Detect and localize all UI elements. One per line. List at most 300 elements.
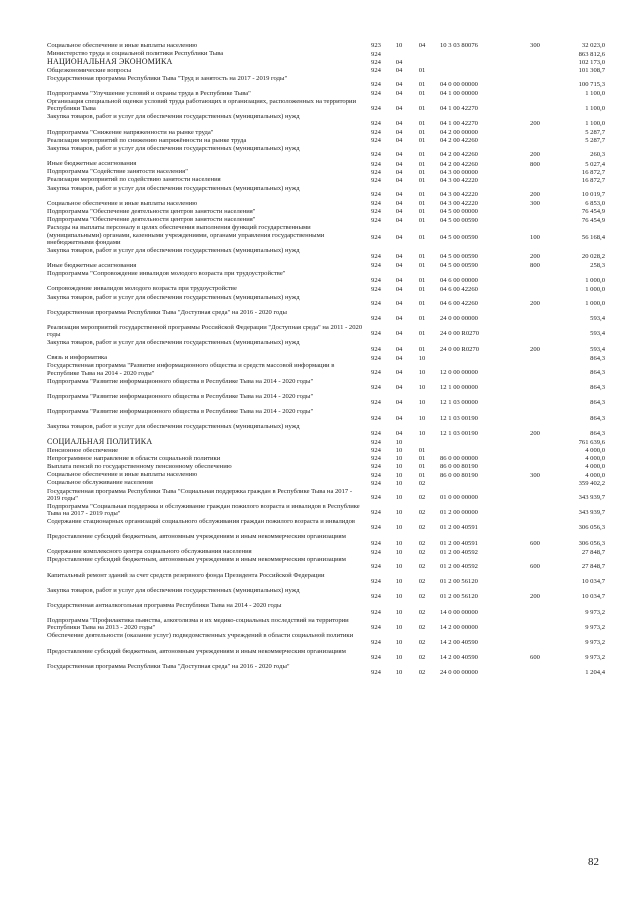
row-target-article: 04 3 00 42220	[440, 176, 478, 184]
table-row	[46, 285, 606, 293]
table-row	[46, 587, 606, 602]
row-target-article: 04 5 00 00590	[440, 234, 478, 242]
row-amount: 16 872,7	[581, 176, 605, 184]
row-subsection-code: 01	[418, 200, 426, 208]
row-section-code: 04	[395, 354, 403, 362]
row-target-article: 04 5 00 00590	[440, 262, 478, 270]
row-amount: 32 023,0	[581, 42, 605, 50]
row-section-code: 04	[395, 429, 403, 437]
row-name: Государственная программа Республики Тыва "Социальная поддержка граждан в Республике Тыва на 2017 - 2019 годы"	[47, 487, 353, 502]
row-ministry-code: 924	[371, 176, 381, 184]
table-row	[46, 137, 606, 145]
row-ministry-code: 924	[371, 234, 381, 242]
row-name: Закупка товаров, работ и услуг для обеспечения государственных (муниципальных) нужд	[47, 423, 300, 431]
row-section-code: 04	[395, 300, 403, 307]
table-row	[46, 270, 606, 285]
row-subsection-code: 01	[418, 330, 426, 338]
row-amount: 359 402,2	[578, 479, 605, 487]
row-ministry-code: 924	[371, 119, 381, 127]
row-section-code: 04	[395, 67, 403, 75]
row-amount: 260,3	[590, 151, 605, 159]
row-section-code: 10	[395, 654, 403, 662]
row-amount: 1 100,0	[585, 90, 605, 98]
table-row	[46, 145, 606, 160]
row-amount: 4 000,0	[585, 447, 605, 455]
row-target-article: 14 2 00 40590	[440, 638, 478, 646]
row-ministry-code: 924	[371, 562, 381, 570]
row-subsection-code: 02	[418, 562, 426, 570]
row-name: Социальное обеспечение и иные выплаты населению	[47, 42, 198, 49]
row-expense-type: 200	[530, 119, 540, 127]
row-name: Предоставление субсидий бюджетным, автономным учреждениям и иным некоммерческим организациям	[47, 533, 346, 541]
row-target-article: 24 0 00 R0270	[440, 330, 480, 338]
row-expense-type	[520, 50, 550, 58]
row-ministry-code: 924	[371, 50, 381, 58]
row-target-article: 04 2 00 42260	[440, 151, 478, 159]
row-section-code: 04	[395, 58, 403, 66]
row-target-article: 01 2 00 40592	[440, 548, 478, 556]
row-expense-type	[520, 447, 550, 455]
row-ministry-code: 924	[371, 479, 381, 487]
row-section-code: 10	[395, 593, 403, 601]
table-row	[46, 67, 606, 75]
row-expense-type	[520, 617, 550, 632]
row-name: Иные бюджетные ассигнования	[47, 261, 137, 269]
table-row	[46, 362, 606, 377]
row-amount: 593,4	[590, 345, 605, 353]
row-section-code: 04	[395, 414, 403, 422]
row-ministry-code: 924	[371, 104, 381, 112]
row-expense-type: 200	[530, 593, 540, 601]
row-expense-type: 600	[530, 539, 540, 547]
row-amount: 100 715,3	[578, 81, 605, 89]
row-section-code: 04	[395, 368, 403, 376]
row-amount: 4 000,0	[585, 455, 605, 463]
row-target-article: 14 2 00 00000	[440, 623, 478, 631]
row-name: Предоставление субсидий бюджетным, автономным учреждениям и иным некоммерческим организациям	[47, 556, 346, 564]
row-target-article: 04 0 00 00000	[440, 81, 478, 89]
row-amount: 863 812,6	[578, 50, 605, 58]
row-name: Реализация мероприятий по содействию занятости населения	[47, 176, 221, 184]
row-amount: 306 056,3	[578, 524, 605, 532]
row-subsection-code: 01	[418, 168, 426, 176]
row-amount: 9 973,2	[585, 638, 605, 646]
table-row	[46, 648, 606, 663]
row-name: Государственная программа Республики Тыва "Труд и занятость на 2017 - 2019 годы"	[47, 74, 288, 82]
row-section-code: 04	[395, 81, 403, 89]
row-section-code: 10	[395, 447, 403, 455]
row-subsection-code: 10	[418, 384, 426, 392]
row-section-code: 04	[395, 262, 403, 270]
row-name: Общеэкономические вопросы	[47, 66, 132, 74]
row-name: Содержание комплексного центра социального обслуживания населения	[47, 548, 252, 556]
row-expense-type	[520, 362, 550, 377]
row-name: Предоставление субсидий бюджетным, автономным учреждениям и иным некоммерческим организациям	[47, 647, 346, 655]
row-subsection-code: 02	[418, 638, 426, 646]
row-subsection-code: 02	[418, 509, 426, 517]
row-subsection-code: 04	[418, 42, 426, 50]
table-row	[46, 602, 606, 617]
row-name: Подпрограмма "Содействие занятости населения"	[47, 168, 188, 176]
row-subsection-code: 02	[418, 623, 426, 631]
row-expense-type	[520, 479, 550, 487]
row-name: Подпрограмма "Обеспечение деятельности центров занятости населения"	[47, 208, 256, 215]
table-row	[46, 262, 606, 270]
row-amount: 258,3	[590, 262, 605, 270]
row-target-article: 01 0 00 00000	[440, 494, 478, 501]
row-expense-type	[520, 354, 550, 362]
row-name: Закупка товаров, работ и услуг для обеспечения государственных (муниципальных) нужд	[47, 184, 300, 192]
table-row	[46, 75, 606, 90]
row-section-code: 10	[395, 438, 403, 446]
row-amount: 1 100,0	[585, 104, 605, 112]
row-expense-type	[520, 176, 550, 184]
row-section-code: 10	[395, 479, 403, 487]
row-amount: 864,3	[590, 368, 605, 376]
row-name: Капитальный ремонт зданий за счет средств резервного фонда Президента Российской Федерации	[47, 571, 325, 579]
row-section-code: 04	[395, 191, 403, 199]
row-subsection-code: 02	[418, 669, 426, 677]
row-name: Подпрограмма "Сопровождение инвалидов молодого возраста при трудоустройстве"	[47, 270, 286, 278]
row-expense-type: 200	[530, 191, 540, 199]
row-ministry-code: 924	[371, 438, 381, 446]
row-ministry-code: 924	[371, 151, 381, 159]
row-amount: 4 000,0	[585, 463, 605, 471]
row-ministry-code: 924	[371, 253, 381, 261]
row-target-article: 12 1 00 00000	[440, 384, 478, 392]
row-amount: 864,3	[590, 384, 605, 392]
row-section-code: 10	[395, 578, 403, 586]
table-row	[46, 216, 606, 224]
row-ministry-code: 923	[371, 42, 381, 50]
row-name: Подпрограмма "Развитие информационного общества в Республике Тыва на 2014 - 2020 годы"	[47, 408, 314, 416]
row-target-article: 04 6 00 42260	[440, 285, 478, 293]
row-expense-type	[520, 324, 550, 339]
row-target-article: 01 2 00 56120	[440, 578, 478, 586]
row-expense-type: 600	[530, 562, 540, 570]
row-section-code: 04	[395, 276, 403, 284]
row-name: Министерство труда и социальной политики Республики Тыва	[47, 50, 224, 58]
row-subsection-code: 01	[418, 253, 426, 261]
row-section-code: 10	[395, 562, 403, 570]
table-row	[46, 572, 606, 587]
row-name: Подпрограмма "Обеспечение деятельности центров занятости населения"	[47, 216, 256, 224]
row-target-article: 01 2 00 40592	[440, 562, 478, 570]
table-row	[46, 479, 606, 487]
row-name: Социальное обслуживание населения	[47, 479, 153, 487]
row-name: Расходы на выплаты персоналу в целях обеспечения выполнения функций государственными (муниципальными) органами, казенными учреждениями, органами управления государственными внебюджетными фондами	[47, 224, 325, 246]
row-name: Социальное обеспечение и иные выплаты населению	[47, 471, 198, 479]
row-ministry-code: 924	[371, 285, 381, 293]
row-amount: 864,3	[590, 429, 605, 437]
row-name: Реализация мероприятий по снижению напряжённости на рынке труда	[47, 136, 247, 144]
table-row	[46, 200, 606, 208]
row-subsection-code	[410, 438, 434, 446]
row-amount: 1 100,0	[585, 119, 605, 127]
table-row	[46, 224, 606, 246]
table-row	[46, 488, 606, 503]
row-ministry-code: 924	[371, 345, 381, 353]
table-row	[46, 324, 606, 339]
row-target-article: 04 3 00 00000	[440, 168, 478, 176]
row-target-article: 04 5 00 00000	[440, 208, 478, 216]
row-target-article	[434, 67, 520, 75]
row-expense-type	[520, 378, 550, 393]
row-target-article: 04 6 00 00000	[440, 276, 478, 284]
table-row	[46, 378, 606, 393]
row-amount: 76 454,9	[581, 216, 605, 224]
row-section-code: 04	[395, 315, 403, 323]
row-subsection-code: 02	[418, 524, 426, 532]
row-subsection-code: 02	[418, 479, 426, 487]
row-subsection-code: 01	[418, 315, 426, 323]
table-row	[46, 98, 606, 113]
row-subsection-code: 01	[418, 300, 426, 307]
row-target-article: 04 1 00 42270	[440, 104, 478, 112]
row-amount: 1 000,0	[585, 276, 605, 284]
row-section-code: 10	[395, 42, 403, 50]
row-ministry-code: 924	[371, 578, 381, 586]
row-ministry-code: 924	[371, 463, 381, 471]
row-section-code: 04	[395, 168, 403, 176]
row-expense-type	[520, 463, 550, 471]
table-row	[46, 518, 606, 533]
row-expense-type: 300	[530, 42, 540, 50]
row-target-article: 04 5 00 00590	[440, 253, 478, 261]
row-expense-type: 200	[530, 151, 540, 159]
row-expense-type	[520, 503, 550, 518]
row-target-article: 04 2 00 42260	[440, 160, 478, 168]
page-number: 82	[588, 856, 599, 868]
row-section-code: 04	[395, 128, 403, 136]
row-subsection-code: 01	[418, 262, 426, 270]
row-target-article: 24 0 00 R0270	[440, 345, 480, 353]
row-expense-type	[520, 129, 550, 137]
row-expense-type: 200	[530, 300, 540, 307]
row-name: НАЦИОНАЛЬНАЯ ЭКОНОМИКА	[47, 58, 173, 67]
row-ministry-code: 924	[371, 548, 381, 556]
row-section-code: 04	[395, 137, 403, 145]
row-subsection-code: 01	[418, 81, 426, 89]
row-amount: 593,4	[590, 330, 605, 338]
row-subsection-code: 01	[418, 191, 426, 199]
row-ministry-code: 924	[371, 216, 381, 224]
row-section-code: 04	[395, 160, 403, 168]
row-subsection-code: 10	[418, 429, 426, 437]
table-row	[46, 309, 606, 324]
table-row	[46, 247, 606, 262]
row-name: Пенсионное обеспечение	[47, 446, 119, 454]
row-target-article: 04 6 00 42260	[440, 300, 478, 307]
row-amount: 5 287,7	[585, 137, 605, 145]
row-subsection-code: 01	[418, 137, 426, 145]
row-amount: 9 973,2	[585, 654, 605, 662]
row-ministry-code: 924	[371, 330, 381, 338]
row-target-article	[434, 58, 520, 66]
row-section-code: 04	[395, 200, 403, 208]
row-target-article: 12 1 03 00190	[440, 414, 478, 422]
row-section-code: 10	[395, 494, 403, 501]
row-expense-type	[520, 309, 550, 324]
row-amount: 761 639,6	[578, 438, 605, 446]
row-subsection-code: 02	[418, 608, 426, 616]
row-expense-type	[520, 67, 550, 75]
row-expense-type: 200	[530, 345, 540, 353]
row-section-code: 10	[395, 455, 403, 463]
row-expense-type	[520, 208, 550, 216]
row-expense-type	[520, 90, 550, 98]
row-target-article: 01 2 00 00000	[440, 509, 478, 517]
row-ministry-code: 924	[371, 200, 381, 208]
row-name: Подпрограмма "Развитие информационного общества в Республике Тыва на 2014 - 2020 годы"	[47, 392, 314, 400]
row-amount: 6 853,0	[585, 200, 605, 208]
table-row	[46, 176, 606, 184]
row-name: Связь и информатика	[47, 354, 108, 362]
row-target-article: 14 2 00 40590	[440, 654, 478, 662]
table-row	[46, 423, 606, 438]
row-target-article: 12 0 00 00000	[440, 368, 478, 376]
row-expense-type	[520, 518, 550, 533]
row-amount: 593,4	[590, 315, 605, 323]
row-name: Выплата пенсий по государственному пенсионному обеспечению	[47, 462, 232, 470]
row-ministry-code: 924	[371, 128, 381, 136]
table-row	[46, 455, 606, 463]
row-expense-type	[520, 488, 550, 503]
row-amount: 16 872,7	[581, 168, 605, 176]
row-expense-type	[520, 438, 550, 446]
row-target-article	[434, 447, 520, 455]
table-row	[46, 408, 606, 423]
row-section-code: 04	[395, 119, 403, 127]
row-target-article: 12 1 03 00000	[440, 399, 478, 407]
row-expense-type	[520, 455, 550, 463]
row-name: Закупка товаров, работ и услуг для обеспечения государственных (муниципальных) нужд	[47, 339, 300, 347]
row-name: Закупка товаров, работ и услуг для обеспечения государственных (муниципальных) нужд	[47, 246, 300, 254]
row-section-code: 04	[395, 384, 403, 392]
row-ministry-code: 924	[371, 608, 381, 616]
row-target-article: 86 0 00 80190	[440, 471, 478, 479]
row-section-code: 04	[395, 253, 403, 261]
row-amount: 343 939,7	[578, 509, 605, 517]
row-name: Закупка товаров, работ и услуг для обеспечения государственных (муниципальных) нужд	[47, 144, 300, 152]
row-expense-type	[520, 663, 550, 678]
row-subsection-code	[410, 50, 434, 58]
table-row	[46, 185, 606, 200]
row-ministry-code: 924	[371, 654, 381, 662]
row-ministry-code: 924	[371, 67, 381, 75]
table-row	[46, 208, 606, 216]
row-section-code: 04	[395, 234, 403, 242]
row-ministry-code: 924	[371, 90, 381, 98]
row-ministry-code: 924	[371, 638, 381, 646]
row-subsection-code: 10	[418, 354, 426, 362]
row-expense-type	[520, 75, 550, 90]
row-name: Государственная программа "Развитие информационного общества и средств массовой информации в Республике Тыва на 2014 - 2020 годы"	[47, 362, 335, 377]
row-expense-type	[520, 602, 550, 617]
row-target-article	[434, 354, 520, 362]
row-name: СОЦИАЛЬНАЯ ПОЛИТИКА	[47, 438, 153, 447]
row-ministry-code: 924	[371, 509, 381, 517]
row-target-article	[434, 438, 520, 446]
table-row	[46, 113, 606, 128]
row-subsection-code: 02	[418, 548, 426, 556]
table-row	[46, 129, 606, 137]
row-expense-type	[520, 168, 550, 176]
row-ministry-code: 924	[371, 593, 381, 601]
row-name: Государственная программа Республики Тыва "Доступная среда" на 2016 - 2020 годы"	[47, 662, 290, 670]
row-ministry-code: 924	[371, 414, 381, 422]
row-amount: 27 848,7	[581, 548, 605, 556]
table-row	[46, 548, 606, 556]
row-target-article: 04 5 00 00590	[440, 216, 478, 224]
row-expense-type	[520, 393, 550, 408]
row-subsection-code: 01	[418, 176, 426, 184]
row-amount: 1 000,0	[585, 285, 605, 293]
row-amount: 102 173,0	[578, 58, 605, 66]
row-section-code: 04	[395, 176, 403, 184]
row-section-code: 04	[395, 216, 403, 224]
row-section-code: 10	[395, 638, 403, 646]
row-amount: 56 168,4	[581, 234, 605, 242]
row-section-code: 10	[395, 471, 403, 479]
row-ministry-code: 924	[371, 384, 381, 392]
row-subsection-code: 01	[418, 216, 426, 224]
row-subsection-code: 02	[418, 654, 426, 662]
row-subsection-code: 01	[418, 208, 426, 216]
row-subsection-code: 01	[418, 463, 426, 471]
row-target-article: 12 1 03 00190	[440, 429, 478, 437]
row-expense-type: 300	[530, 471, 540, 479]
row-amount: 343 939,7	[578, 494, 605, 501]
row-name: Реализация мероприятий государственной программы Российской Федерации "Доступная среда" на 2011 - 2020 годы	[47, 323, 363, 339]
row-target-article: 04 1 00 42270	[440, 119, 478, 127]
row-name: Подпрограмма "Улучшение условий и охраны труда в Республике Тыва"	[47, 89, 251, 97]
row-subsection-code: 01	[418, 160, 426, 168]
row-name: Социальное обеспечение и иные выплаты населению	[47, 199, 198, 207]
row-ministry-code: 924	[371, 300, 381, 307]
row-expense-type	[520, 572, 550, 587]
row-name: Непрограммное направление в области социальной политики	[47, 454, 221, 462]
row-expense-type	[520, 270, 550, 285]
row-target-article	[434, 50, 520, 58]
table-row	[46, 438, 606, 446]
row-amount: 864,3	[590, 354, 605, 362]
row-amount: 5 027,4	[585, 160, 605, 168]
row-section-code: 04	[395, 330, 403, 338]
row-name: Закупка товаров, работ и услуг для обеспечения государственных (муниципальных) нужд	[47, 113, 300, 121]
row-name: Государственная программа Республики Тыва "Доступная среда" на 2016 - 2020 годы	[47, 308, 287, 316]
row-amount: 4 000,0	[585, 471, 605, 479]
row-expense-type: 800	[530, 262, 540, 270]
row-section-code: 10	[395, 509, 403, 517]
row-expense-type	[520, 408, 550, 423]
row-target-article: 04 1 00 00000	[440, 90, 478, 98]
row-amount: 101 308,7	[578, 67, 605, 75]
row-amount: 1 204,4	[585, 669, 605, 677]
row-expense-type: 300	[530, 200, 540, 208]
row-amount: 864,3	[590, 399, 605, 407]
row-ministry-code: 924	[371, 669, 381, 677]
table-row	[46, 471, 606, 479]
row-subsection-code: 01	[418, 128, 426, 136]
row-name: Государственная антиалкогольная программа Республики Тыва на 2014 - 2020 годы	[47, 602, 282, 610]
row-name: Подпрограмма "Снижение напряженности на рынке труда"	[47, 128, 214, 136]
row-target-article: 10 3 03 80076	[440, 42, 478, 50]
row-section-code: 10	[395, 623, 403, 631]
row-ministry-code: 924	[371, 524, 381, 532]
row-name: Содержание стационарных организаций социального обслуживания граждан пожилого возраста и инвалидов	[47, 517, 356, 525]
table-row	[46, 294, 606, 309]
